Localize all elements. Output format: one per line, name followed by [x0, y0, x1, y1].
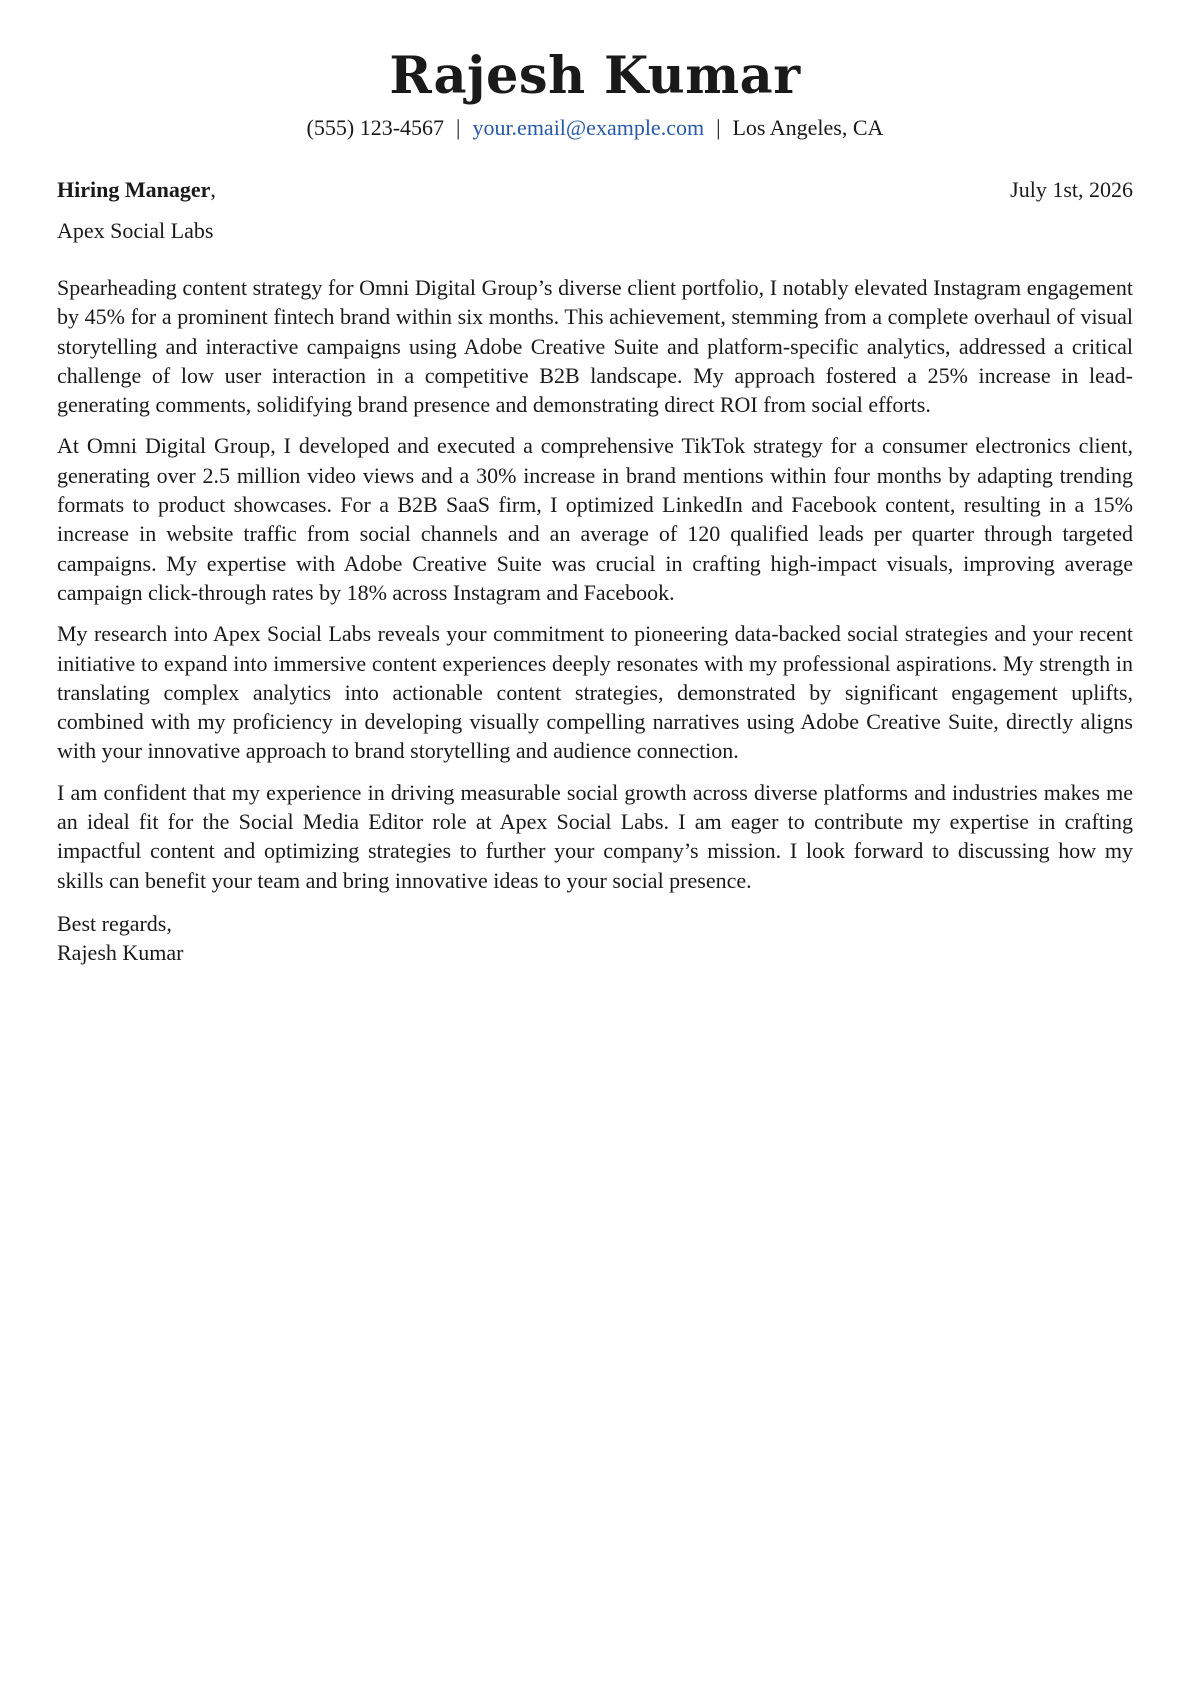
signature-name: Rajesh Kumar	[57, 939, 184, 965]
recipient-date-row	[57, 176, 1133, 204]
contact-line	[57, 114, 1133, 142]
closing-salutation: Best regards,	[57, 910, 172, 936]
location: Los Angeles, CA	[732, 115, 884, 140]
recipient-comma: ,	[210, 177, 216, 202]
body-paragraph: At Omni Digital Group, I developed and executed a comprehensive TikTok strategy for a consumer electronics client, generating over 2.5 million video views and a 30% increase in brand mentions within four months by adapting trending formats to product showcases. For a B2B SaaS firm, I optimized LinkedIn and Facebook content, resulting in a 15% increase in website traffic from social channels and an average of 120 qualified leads per quarter through targeted campaigns. My expertise with Adobe Creative Suite was crucial in crafting high-impact visuals, improving average campaign click-through rates by 18% across Instagram and Facebook.	[57, 433, 1133, 605]
separator: |	[456, 115, 461, 140]
letter-date: July 1st, 2026	[1010, 177, 1133, 202]
letter-body	[57, 273, 1133, 895]
separator: |	[716, 115, 721, 140]
email-link[interactable]: your.email@example.com	[472, 115, 705, 140]
body-paragraph: My research into Apex Social Labs reveals your commitment to pioneering data-backed social strategies and your recent initiative to expand into immersive content experiences deeply resonates with my professional aspirations. My strength in translating complex analytics into actionable content strategies, demonstrated by significant engagement uplifts, combined with my proficiency in developing visually compelling narratives using Adobe Creative Suite, directly aligns with your innovative approach to brand storytelling and audience connection.	[57, 621, 1133, 764]
body-paragraph: I am confident that my experience in driving measurable social growth across diverse platforms and industries makes me an ideal fit for the Social Media Editor role at Apex Social Labs. I am eager to contribute my expertise in crafting impactful content and optimizing strategies to further your company’s mission. I look forward to discussing how my skills can benefit your team and bring innovative ideas to your social presence.	[57, 779, 1133, 893]
letter-closing	[57, 909, 1133, 967]
body-paragraph: Spearheading content strategy for Omni Digital Group’s diverse client portfolio, I notably elevated Instagram engagement by 45% for a prominent fintech brand within six months. This achievement, stemming from a complete overhaul of visual storytelling and interactive campaigns using Adobe Creative Suite and platform-specific analytics, addressed a critical challenge of low user interaction in a competitive B2B landscape. My approach fostered a 25% increase in lead-generating comments, solidifying brand presence and demonstrating direct ROI from social efforts.	[57, 275, 1133, 418]
recipient-salutation	[57, 176, 216, 204]
applicant-name: Rajesh Kumar	[389, 46, 801, 106]
recipient-company: Apex Social Labs	[57, 218, 214, 243]
recipient-name: Hiring Manager	[57, 177, 211, 202]
phone-number: (555) 123-4567	[306, 115, 445, 140]
